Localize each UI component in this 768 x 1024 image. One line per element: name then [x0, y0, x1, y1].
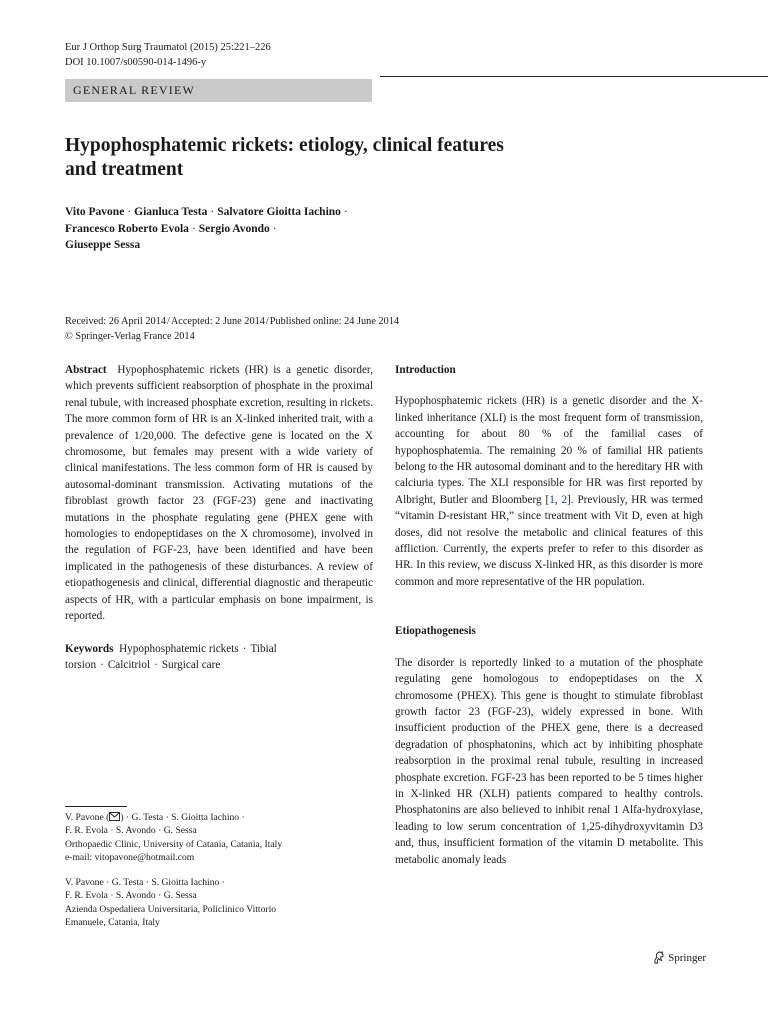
author: Vito Pavone — [65, 206, 125, 218]
footnote-rule — [65, 806, 127, 807]
envelope-icon — [109, 812, 120, 821]
etiopathogenesis-heading: Etiopathogenesis — [395, 625, 476, 638]
left-column — [65, 362, 373, 673]
right-column — [395, 362, 703, 868]
published-date: Published online: 24 June 2014 — [269, 316, 400, 327]
abstract-label: Abstract — [65, 364, 107, 376]
author-line-1: Vito Pavone · Gianluca Testa · Salvatore Gioitta Iachino · — [65, 206, 348, 218]
author: Giuseppe Sessa — [65, 239, 141, 251]
journal-line: Eur J Orthop Surg Traumatol (2015) 25:221–226 — [65, 42, 271, 53]
affiliation-block-2 — [65, 876, 365, 929]
accepted-date: Accepted: 2 June 2014 — [170, 316, 265, 327]
author-list — [65, 204, 485, 254]
doi-line: DOI 10.1007/s00590-014-1496-y — [65, 57, 207, 68]
springer-horse-icon — [652, 951, 664, 964]
affiliation-authors: V. Pavone · G. Testa · S. Gioitta Iachino · — [65, 877, 225, 888]
affiliation-institution-2: Emanuele, Catania, Italy — [65, 916, 160, 928]
keyword: Hypophosphatemic rickets — [119, 642, 239, 655]
author-line-3 — [65, 237, 485, 254]
author: Sergio Avondo — [198, 222, 270, 235]
affiliation-authors: V. Pavone ( ) · G. Testa · S. Gioitta Iachino · — [65, 812, 245, 823]
author: Salvatore Gioitta Iachino — [217, 206, 341, 218]
article-history — [65, 314, 399, 344]
keywords-label: Keywords — [65, 642, 114, 655]
copyright: © Springer-Verlag France 2014 — [65, 331, 195, 342]
citation-link[interactable]: 1 — [549, 493, 555, 506]
affiliation-institution: Orthopaedic Clinic, University of Catania, Catania, Italy — [65, 838, 283, 850]
section-spacer — [395, 590, 703, 623]
journal-citation — [65, 40, 271, 70]
received-date: Received: 26 April 2014 — [65, 316, 166, 327]
affiliation-authors-2: F. R. Evola · S. Avondo · G. Sessa — [65, 890, 197, 902]
publisher-name: Springer — [668, 951, 706, 964]
introduction-text: Hypophosphatemic rickets (HR) is a genetic disorder and the X-linked inheritance (XLI) is the most frequent form of transmission, accounting for about 80 % of the familial cases of hypophosphatemia. The remaining 20 % of familial HR patients belong to the HR autosomal dominant and to the hereditary HR with calciuria types. The XLI responsible for HR was first reported by Albright, Butler and Bloomberg [1, 2]. Previously, HR was termed “vitamin D-resistant HR,” since treatment with Vit D, even at high doses, did not resolve the metabolic and clinical features of this affliction. Currently, the experts prefer to refer to this disorder as HR. In this review, we discuss X-linked HR, as this disorder is more common and more representative of the HR population. — [395, 395, 703, 588]
citation-link[interactable]: 2 — [561, 493, 568, 506]
publisher-mark — [652, 951, 706, 964]
article-category: GENERAL REVIEW — [65, 79, 372, 102]
author-line-2: Francesco Roberto Evola · Sergio Avondo · — [65, 222, 277, 235]
affiliation-authors-2: F. R. Evola · S. Avondo · G. Sessa — [65, 825, 197, 837]
affiliation-block-1 — [65, 811, 365, 864]
title-line-2: and treatment — [65, 159, 184, 180]
author: Francesco Roberto Evola — [65, 222, 189, 235]
keyword: Calcitriol — [107, 658, 151, 671]
abstract-text: Hypophosphatemic rickets (HR) is a genetic disorder, which prevents sufficient reabsorption of phosphate in the proximal renal tubule, with increased phosphate excretion, resulting in rickets. The more common form of HR is an X-linked inherited trait, with a prevalence of 1/20,000. The defective gene is located on the X chromosome, but females may present with a wide variety of clinical manifestations. The less common form of HR is caused by autosomal-dominant transmission. Activating mutations of the fibroblast growth factor 23 (FGF-23) gene and inactivating mutations in the phosphate regulating gene (PHEX gene with homologies to endopeptidases on the X chromosome), involved in the regulation of FGF-23, have been identified and have been implicated in the pathogenesis of these disturbances. A review of etiopathogenesis and clinical, differential diagnostic and therapeutic aspects of HR, with a particular emphasis on bone impairment, is reported. — [65, 364, 373, 623]
corresponding-email[interactable]: e-mail: vitopavone@hotmail.com — [65, 851, 195, 863]
keyword: Tibial torsion — [65, 642, 277, 671]
history-dates: Received: 26 April 2014/Accepted: 2 June 2014/Published online: 24 June 2014 — [65, 316, 400, 327]
title-line-1: Hypophosphatemic rickets: etiology, clinical features — [65, 135, 504, 156]
keywords: Keywords Hypophosphatemic rickets · Tibial torsion · Calcitriol · Surgical care — [65, 642, 277, 671]
header-rule — [380, 76, 768, 77]
article-title — [65, 134, 625, 182]
keyword: Surgical care — [161, 658, 221, 671]
etiopathogenesis-text: The disorder is reportedly linked to a mutation of the phosphate regulating gene homologous to endopeptidases on the X chromosome (PHEX). This gene is thought to stimulate fibroblast growth factor 23 (FGF-23), widely expressed in bone. With insufficient production of the PHEX gene, there is a decreased degradation of phosphatonins, which act by inhibiting phosphate reabsorption in the proximal renal tubule, resulting in increased phosphate excretion. FGF-23 has been reported to be 5 times higher in X-linked HR (XLH) patients compared to healthy controls. Phosphatonins are also believed to inhibit renal 1 Alfa-hydroxylase, leading to low serum concentration of 1,25-dihydroxyvitamin D3 and, thus, insufficient formation of the vitamin D metabolite. This metabolic anomaly leads — [395, 656, 703, 866]
affiliation-institution: Azienda Ospedaliera Universitaria, Policlinico Vittorio — [65, 903, 277, 915]
introduction-heading: Introduction — [395, 364, 456, 376]
author: Gianluca Testa — [134, 206, 208, 218]
abstract — [65, 362, 373, 625]
